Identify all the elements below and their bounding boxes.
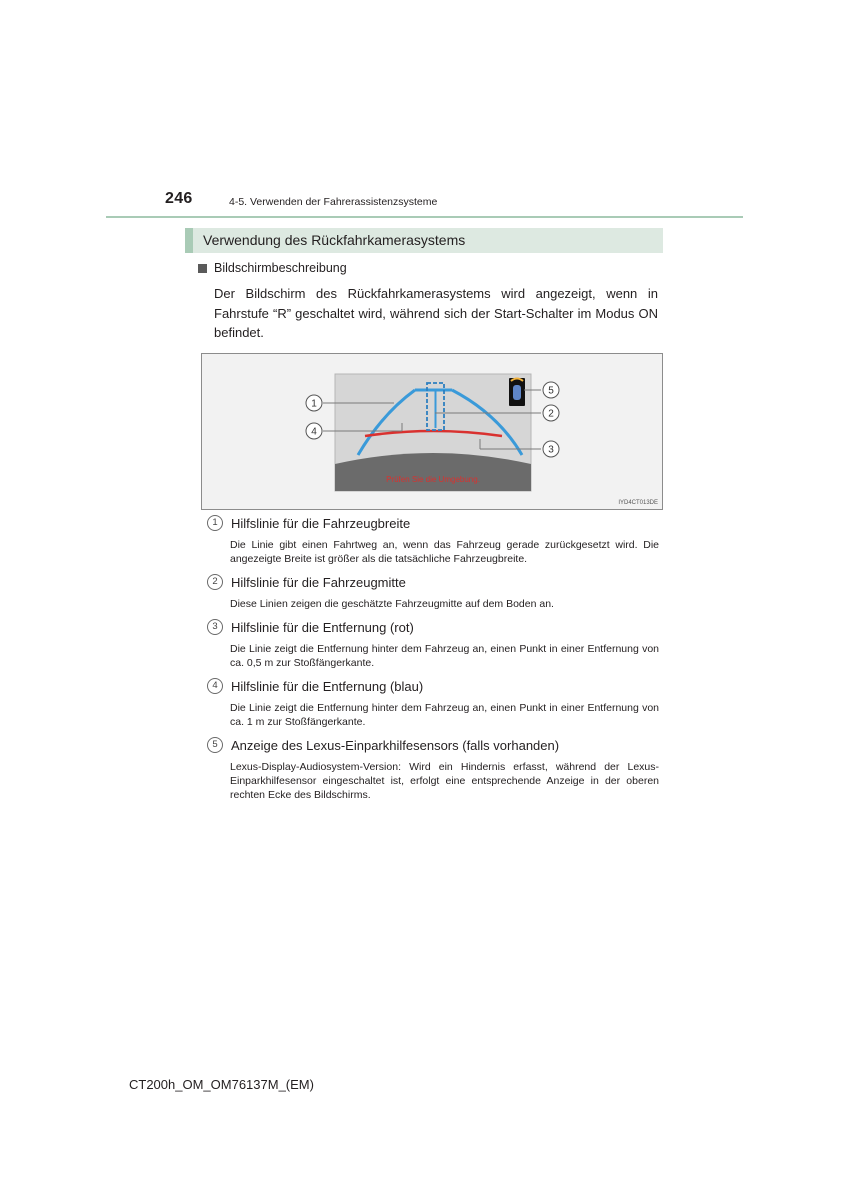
item-description: Die Linie gibt einen Fahrtweg an, wenn das Fahrzeug gerade zurückgesetzt wird. Die angezeigte Breite ist größer als die tatsächliche Fahrzeugbreite. bbox=[230, 539, 659, 565]
list-item bbox=[207, 619, 662, 670]
item-title: Anzeige des Lexus-Einparkhilfesensors (falls vorhanden) bbox=[231, 737, 560, 753]
section-title: Verwendung des Rückfahrkamerasystems bbox=[203, 232, 466, 248]
item-description: Die Linie zeigt die Entfernung hinter dem Fahrzeug an, einen Punkt in einer Entfernung von ca. 1 m zur Stoßfängerkante. bbox=[230, 702, 659, 728]
intro-paragraph: Der Bildschirm des Rückfahrkamerasystems wird angezeigt, wenn in Fahrstufe “R” geschaltet wird, während sich der Start-Schalter im Modus ON befindet. bbox=[214, 286, 658, 340]
list-item bbox=[207, 737, 662, 802]
item-title: Hilfslinie für die Fahrzeugmitte bbox=[231, 574, 406, 590]
figure-code: IYD4CT013DE bbox=[618, 500, 658, 506]
sensor-car-icon bbox=[513, 385, 521, 400]
svg-text:2: 2 bbox=[548, 408, 554, 420]
camera-screen-figure bbox=[201, 353, 663, 510]
page-number: 246 bbox=[165, 190, 193, 207]
item-number-badge: 2 bbox=[207, 574, 223, 590]
footer-code: CT200h_OM_OM76137M_(EM) bbox=[129, 1077, 314, 1092]
svg-text:4: 4 bbox=[311, 426, 317, 438]
item-number-badge: 1 bbox=[207, 515, 223, 531]
item-number-badge: 5 bbox=[207, 737, 223, 753]
item-description: Lexus-Display-Audiosystem-Version: Wird ein Hindernis erfasst, während der Lexus-Einparkhilfesensor eingeschaltet ist, erfolgt eine entsprechende Anzeige in der oberen rechten Ecke des Bildschirms. bbox=[230, 761, 659, 801]
screen-warning-text: Prüfen Sie die Umgebung. bbox=[386, 475, 480, 484]
camera-screen-illustration bbox=[202, 354, 664, 511]
subsection-heading bbox=[198, 261, 347, 275]
list-item bbox=[207, 574, 662, 611]
subsection-title: Bildschirmbeschreibung bbox=[214, 261, 347, 275]
item-title: Hilfslinie für die Fahrzeugbreite bbox=[231, 515, 411, 531]
item-number-badge: 4 bbox=[207, 678, 223, 694]
svg-text:3: 3 bbox=[548, 444, 554, 456]
item-description: Diese Linien zeigen die geschätzte Fahrzeugmitte auf dem Boden an. bbox=[230, 598, 554, 610]
callout-5 bbox=[543, 382, 559, 398]
section-bar bbox=[185, 228, 663, 253]
callout-3 bbox=[543, 441, 559, 457]
list-item bbox=[207, 678, 662, 729]
svg-text:1: 1 bbox=[311, 398, 317, 410]
callout-4 bbox=[306, 423, 322, 439]
item-number-badge: 3 bbox=[207, 619, 223, 635]
chapter-title: 4-5. Verwenden der Fahrerassistenzsysteme bbox=[229, 196, 438, 208]
item-title: Hilfslinie für die Entfernung (blau) bbox=[231, 678, 424, 694]
list-item bbox=[207, 515, 662, 566]
item-description: Die Linie zeigt die Entfernung hinter dem Fahrzeug an, einen Punkt in einer Entfernung von ca. 0,5 m zur Stoßfängerkante. bbox=[230, 643, 659, 669]
callout-1 bbox=[306, 395, 322, 411]
svg-text:5: 5 bbox=[548, 385, 554, 397]
item-title: Hilfslinie für die Entfernung (rot) bbox=[231, 619, 414, 635]
header-rule bbox=[106, 216, 743, 218]
square-bullet-icon bbox=[198, 264, 207, 273]
bumper-area bbox=[335, 453, 531, 491]
callout-2 bbox=[543, 405, 559, 421]
